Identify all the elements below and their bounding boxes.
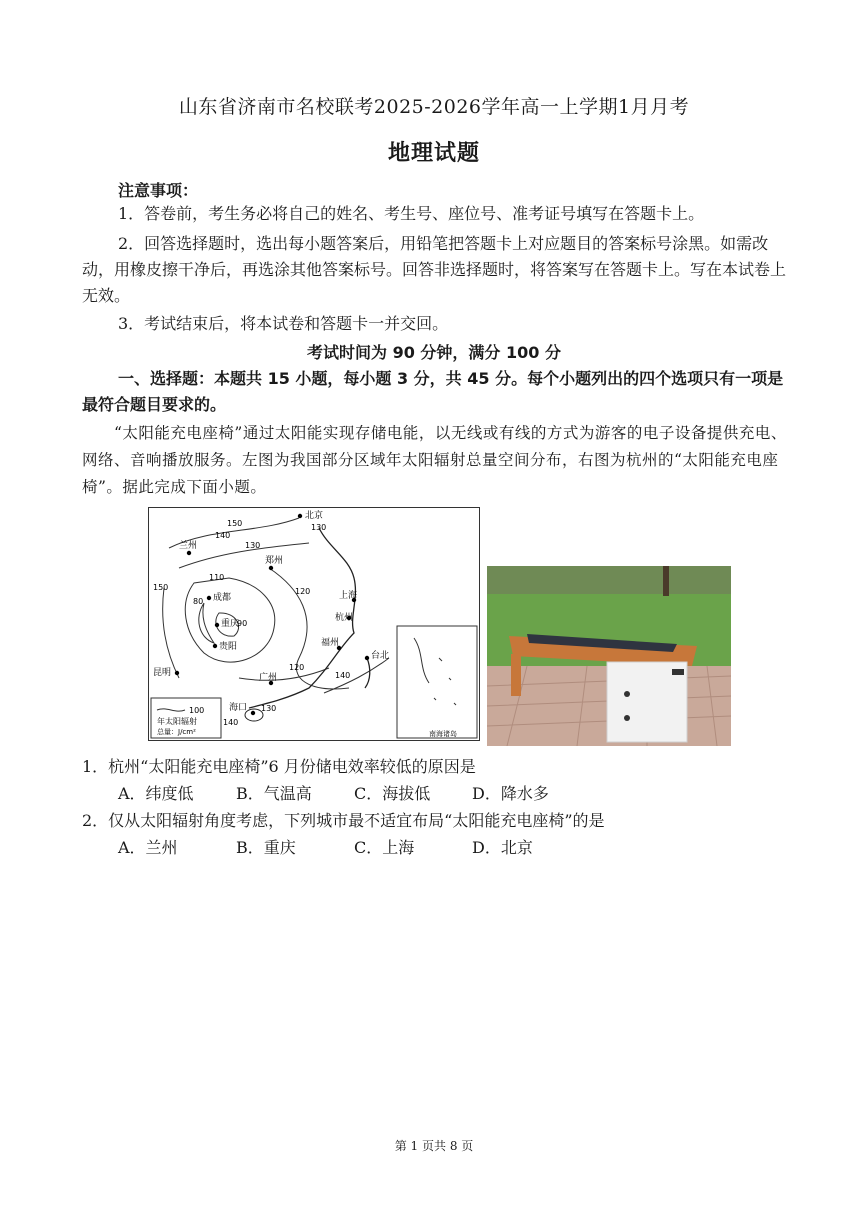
question-2-stem: 2．仅从太阳辐射角度考虑，下列城市最不适宜布局“太阳能充电座椅”的是: [82, 811, 605, 830]
legend-unit: 总量：J/cm²: [157, 728, 196, 736]
map-city-label: 广州: [259, 673, 278, 683]
isoline-label: 80: [193, 597, 204, 606]
map-city-label: 杭州: [335, 613, 354, 623]
option-a[interactable]: A．兰州: [118, 838, 178, 857]
option-a[interactable]: A．纬度低: [118, 784, 194, 803]
map-city-label: 昆明: [153, 668, 172, 678]
map-city-label: 贵阳: [219, 642, 238, 652]
exam-time: 考试时间为 90 分钟，满分 100 分: [307, 343, 561, 362]
option-c[interactable]: C．上海: [354, 838, 415, 857]
isoline-label: 140: [335, 671, 351, 680]
map-city-label: 上海: [339, 591, 358, 601]
map-figure: [149, 508, 479, 740]
map-city-label: 福州: [321, 638, 340, 648]
exam-title: 山东省济南市名校联考2025-2026学年高一上学期1月月考: [178, 96, 690, 118]
notice-item-3: 3．考试结束后，将本试卷和答题卡一并交回。: [118, 314, 449, 333]
isoline-label: 130: [261, 704, 277, 713]
map-city-label: 海口: [229, 703, 248, 713]
notice-heading: 注意事项：: [118, 181, 199, 200]
notice-item-1: 1．答卷前，考生务必将自己的姓名、考生号、座位号、准考证号填写在答题卡上。: [118, 204, 705, 223]
map-city-label: 郑州: [265, 556, 284, 566]
notice-item-2: 2．回答选择题时，选出每小题答案后，用铅笔把答题卡上对应题目的答案标号涂黑。如需改动，用橡皮擦干净后，再选涂其他答案标号。回答非选择题时，将答案写在答题卡上。写在本试卷上无效。: [82, 234, 787, 305]
option-d[interactable]: D．降水多: [472, 784, 549, 803]
inset-label: 南海诸岛: [429, 730, 457, 738]
map-city-label: 成都: [213, 593, 232, 603]
isoline-label: 140: [215, 531, 231, 540]
section-heading: 一、选择题：本题共 15 小题，每小题 3 分，共 45 分。每个小题列出的四个选项只有一项是最符合题目要求的。: [82, 369, 784, 414]
map-city-label: 重庆: [221, 619, 240, 629]
isoline-label: 110: [209, 573, 225, 582]
subject-title: 地理试题: [387, 141, 480, 166]
isoline-label: 130: [245, 541, 261, 550]
isoline-label: 120: [295, 587, 311, 596]
legend-value: 100: [189, 706, 205, 715]
page-footer: 第 1 页共 8 页: [394, 1139, 474, 1153]
option-c[interactable]: C．海拔低: [354, 784, 431, 803]
option-b[interactable]: B．重庆: [236, 838, 296, 857]
solar-bench-photo: [487, 566, 731, 746]
map-city-label: 北京: [305, 511, 324, 521]
solar-radiation-map: [148, 507, 480, 741]
option-b[interactable]: B．气温高: [236, 784, 312, 803]
question-intro: “太阳能充电座椅”通过太阳能实现存储电能，以无线或有线的方式为游客的电子设备提供充电、网络、音响播放服务。左图为我国部分区域年太阳辐射总量空间分布，右图为杭州的“太阳能充电座椅”。据此完成下面小题。: [82, 424, 787, 496]
question-1-options: [118, 781, 590, 804]
legend-title: 年太阳辐射: [157, 717, 197, 726]
question-1-stem: 1．杭州“太阳能充电座椅”6 月份储电效率较低的原因是: [82, 757, 476, 776]
map-city-label: 兰州: [179, 541, 198, 551]
question-2-options: [118, 835, 590, 858]
isoline-label: 140: [223, 718, 239, 727]
isoline-label: 150: [227, 519, 243, 528]
isoline-label: 120: [289, 663, 305, 672]
option-d[interactable]: D．北京: [472, 838, 533, 857]
isoline-label: 90: [237, 619, 248, 628]
map-city-label: 台北: [371, 651, 390, 661]
isoline-label: 150: [153, 583, 169, 592]
bench-picture: [487, 566, 731, 746]
isoline-label: 130: [311, 523, 327, 532]
